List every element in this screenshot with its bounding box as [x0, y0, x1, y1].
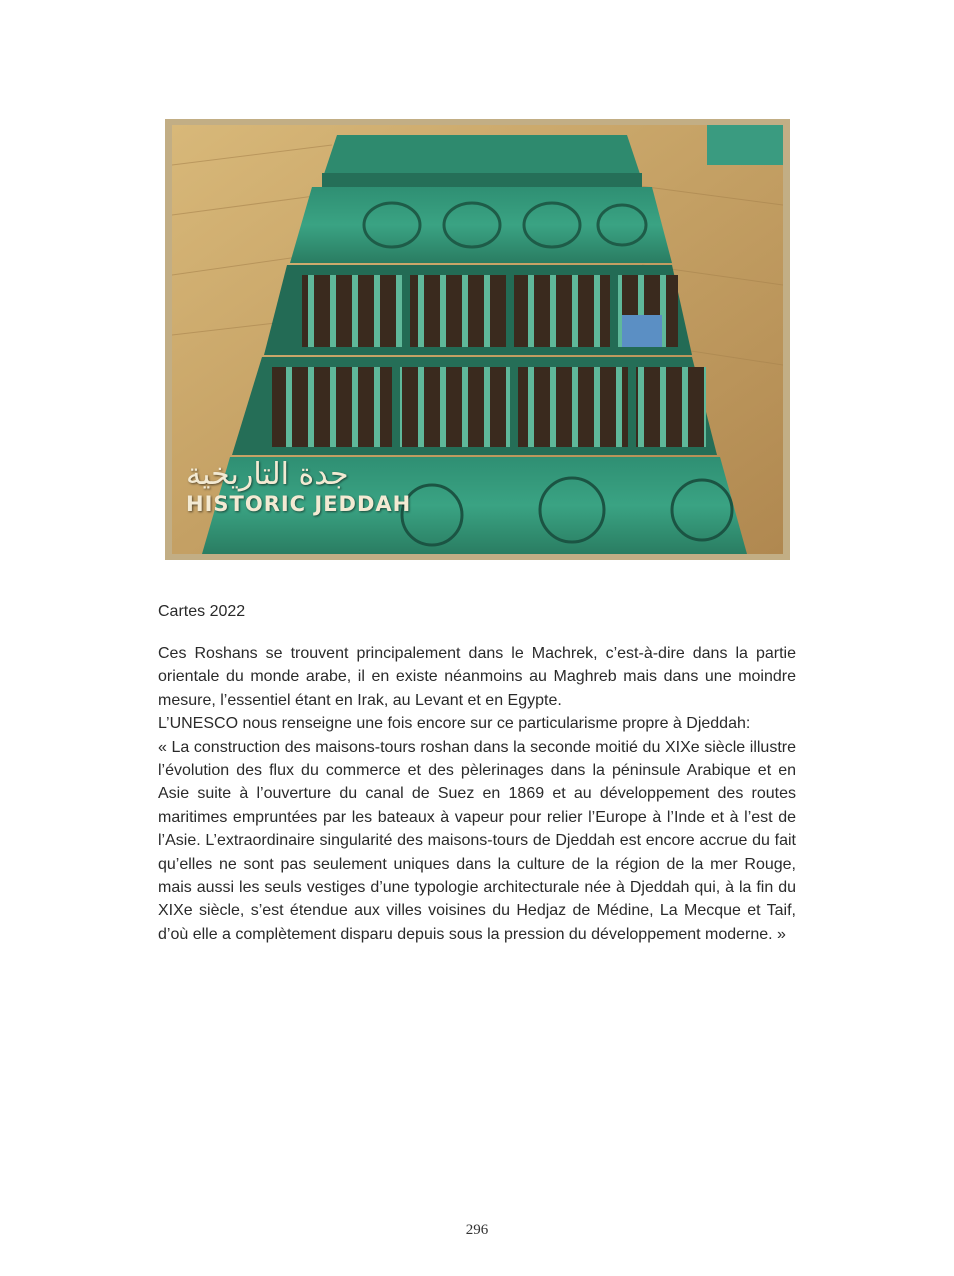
postcard-image — [165, 119, 790, 560]
latin-title: HISTORIC JEDDAH — [186, 492, 412, 516]
page-number: 296 — [465, 1222, 489, 1238]
postcard-caption-overlay — [186, 458, 411, 516]
roshan-photo — [172, 125, 783, 554]
body-text — [158, 642, 796, 946]
paragraph: L’UNESCO nous renseigne une fois encore sur ce particularisme propre à Djeddah: — [158, 715, 751, 733]
quote-paragraph: « La construction des maisons-tours roshan dans la seconde moitié du XIXe siècle illustre l’évolution des flux du commerce et des pèlerinages dans la péninsule Arabique et en Asie suite à l’ouverture du canal de Suez en 1869 et au développement des routes maritimes empruntées par les bateaux à vapeur pour relier l’Europe à l’Inde et à l’est de l’Asie. L’extraordinaire singularité des maisons-tours de Djeddah est encore accrue du fait qu’elles ne sont pas seulement uniques dans la culture de la région de la mer Rouge, mais aussi les seuls vestiges d’une typologie architecturale née à Djeddah qui, à la fin du XIXe siècle, s’est étendue aux villes voisines du Hedjaz de Médine, La Mecque et Taif, d’où elle a complètement disparu depuis sous la pression du développement moderne. » — [158, 738, 796, 943]
paragraph: Ces Roshans se trouvent principalement dans le Machrek, c’est-à-dire dans la partie orientale du monde arabe, il en existe néanmoins au Maghreb mais dans une moindre mesure, l’essentiel étant en Irak, au Levant et en Egypte. — [158, 645, 796, 709]
arabic-title: جدة التاريخية — [186, 457, 349, 492]
figure-caption: Cartes 2022 — [158, 603, 246, 620]
